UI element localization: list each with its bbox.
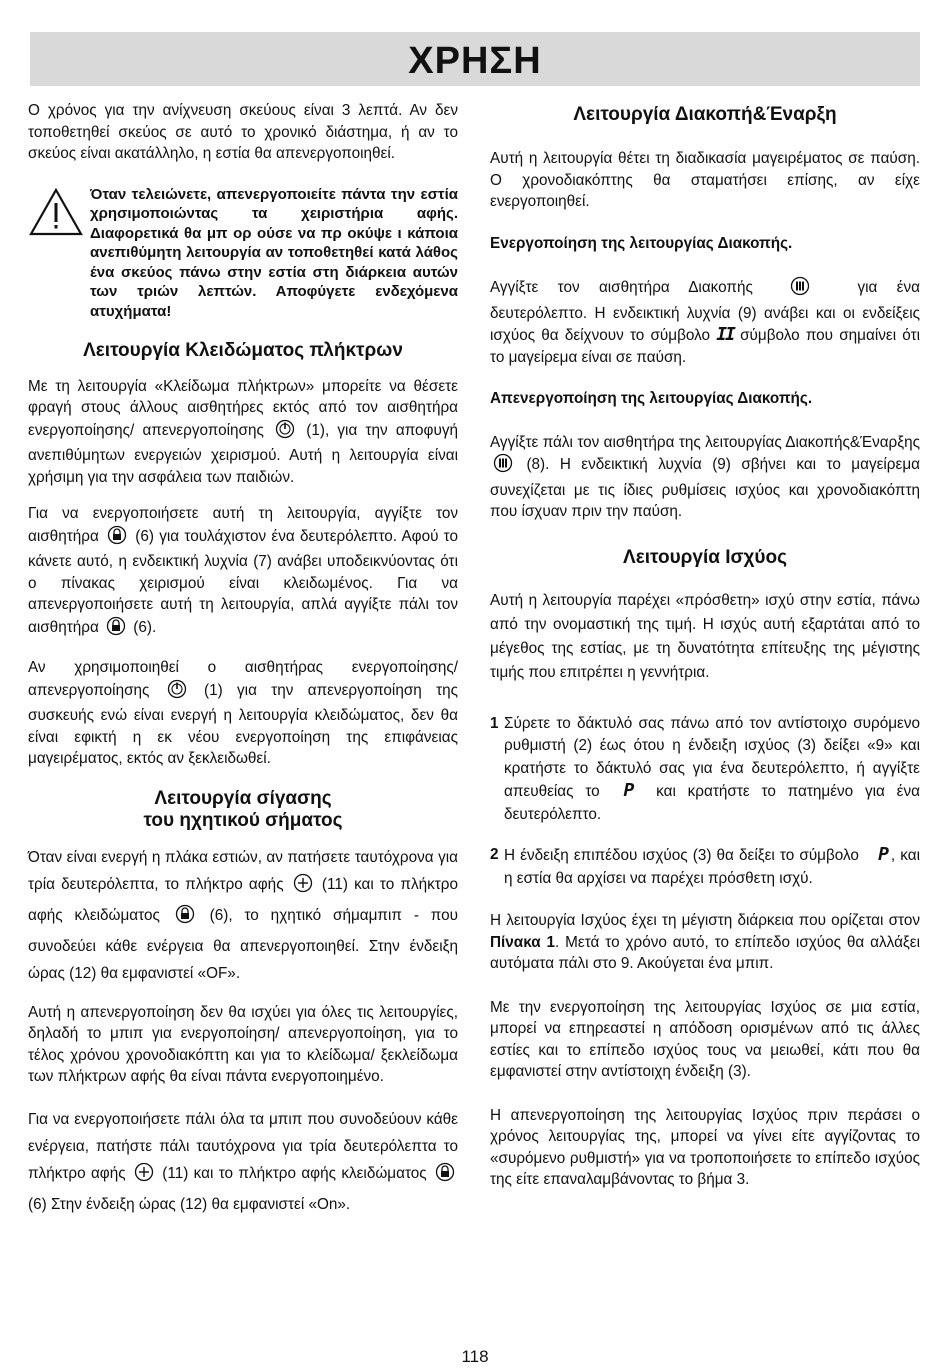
text: Όταν είναι ενεργή η πλάκα εστιών, αν πατήσετε ταυτόχρονα για τρία δευτερόλεπτα, το πλήκτρο αφής [28,848,458,893]
text: (1), για την αποφυγή ανεπιθύμητων ενεργειών χειρισμού. Αυτή η λειτουργία είναι χρήσιμη για την ασφάλεια των παιδιών. [28,421,458,486]
warning-block [28,185,458,322]
warning-triangle-icon [28,185,84,322]
text: (6). [133,618,157,636]
key-lock-paragraph-1 [28,376,458,489]
lock-icon [175,904,195,933]
left-column [28,100,458,1233]
text: Η ένδειξη επιπέδου ισχύος (3) θα δείξει το σύμβολο [504,847,859,864]
p-display-symbol: P [878,844,887,865]
warning-text: Όταν τελειώνετε, απενεργοποιείτε πάντα την εστία χρησιμοποιώντας τα χειριστήρια αφής. Διαφορετικά θα μπ ορ ούσε να πρ οκύψε ι κάποια ανεπιθύμητη λειτουργία αν τοποθετηθεί κατά λάθος ένα σκεύος πάνω στην εστία στη διάρκεια αυτών των τριών λεπτών. Αποφύγετε ενδεχόμενα ατυχήματα! [90,185,458,321]
text: και κρατήστε το πατημένο για ένα δευτερόλεπτο. [504,783,920,823]
key-lock-paragraph-2 [28,503,458,642]
p-display-symbol: P [623,780,633,801]
text: (8). Η ενδεικτική λυχνία (9) σβήνει και το μαγείρεμα συνεχίζεται με τις ίδιες ρυθμίσεις ισχύος και χρονοδιακόπτη που ίσχυαν πριν την παύση. [490,456,920,520]
step-1-text [504,713,920,827]
pause-heading: Λειτουργία Διακοπή&Έναρξη [573,104,837,125]
text: (11) και το πλήκτρο αφής κλειδώματος [28,875,459,924]
text: Αν χρησιμοποιηθεί ο αισθητήρας ενεργοποίησης/ απενεργοποίησης [28,659,458,699]
power-heading: Λειτουργία Ισχύος [623,546,787,568]
page-number: 118 [461,1347,489,1366]
text: Η λειτουργία Ισχύος έχει τη μέγιστη διάρκεια που ορίζεται στον [490,912,920,929]
text: . Μετά το χρόνο αυτό, το επίπεδο ισχύος θα αλλάξει αυτόματα πάλι στο 9. Ακούγεται ένα μπιπ. [490,933,920,972]
text: (6), το ηχητικό σήμαμπιπ - που συνοδεύει κάθε ενέργεια θα απενεργοποιηθεί. Στην ένδειξη ώρας (12) θα εμφανιστεί «OF». [28,906,459,982]
text: Αγγίξτε τον αισθητήρα Διακοπής [490,279,753,296]
text: Σύρετε το δάκτυλό σας πάνω από τον αντίστοιχο συρόμενο ρυθμιστή (2) έως ότου η ένδειξη ισχύος (3) δείξει «9» και κρατήστε το δάκτυλό σας για ένα δευτερόλεπτο, ή αγγίξτε απευθείας το [504,714,920,800]
step-1 [490,713,920,827]
power-paragraph-4: Η απενεργοποίηση της λειτουργίας Ισχύος πριν περάσει ο χρόνος λειτουργίας της, μπορεί να γίνει είτε αγγίζοντας το «συρόμενο ρυθμιστή» για να τροποποιήσετε το επίπεδο ισχύος της είτε επαναλαμβάνοντας το βήμα 3. [490,1106,920,1188]
power-icon [275,419,295,446]
text: Για να ενεργοποιήσετε πάλι όλα τα μπιπ που συνοδεύουν κάθε ενέργεια, πατήστε πάλι ταυτόχρονα για τρία δευτερόλεπτα το πλήκτρο αφής [28,1110,458,1182]
intro-paragraph: Ο χρόνος για την ανίχνευση σκεύους είναι 3 λεπτά. Αν δεν τοποθετηθεί σκεύος σε αυτό το χρονικό διάστημα, ή αν το σκεύος είναι ακατάλληλο, η εστία θα απενεργοποιηθεί. [28,102,458,162]
power-paragraph-3: Με την ενεργοποίηση της λειτουργίας Ισχύος σε μια εστία, μπορεί να επηρεαστεί η απόδοση ορισμένων από τις άλλες εστίες και το επίπεδο ισχύος τους να μειωθεί, κάτι που θα εμφανιστεί στην αντίστοιχη ένδειξη (3). [490,998,920,1080]
pause-icon [493,453,513,480]
pause-off-subheading: Απενεργοποίηση της λειτουργίας Διακοπής. [490,390,813,407]
step-2 [490,844,920,890]
text: (11) και το πλήκτρο αφής κλειδώματος [162,1164,427,1182]
text: (1) για την απενεργοποίηση της συσκευής ενώ είναι ενεργή η λειτουργία κλειδώματος, δεν θα είναι εφικτή η εκ νέου ενεργοποίηση της επιφάνειας μαγειρέματος, εκτός αν ξεκλειδωθεί. [28,681,459,768]
plus-icon [293,873,313,902]
mute-heading-line-2: του ηχητικού σήματος [143,809,343,831]
lock-icon [107,525,127,552]
title-bar [30,32,920,86]
text: (6) για τουλάχιστον ένα δευτερόλεπτο. Αφού το κάνετε αυτό, η ενδεικτική λυχνία (7) ανάβει υποδεικνύοντας ότι ο πίνακας χειρισμού είναι κλειδωμένος. Για να απενεργοποιήσετε αυτή τη λειτουργία, απλά αγγίξτε πάλι τον αισθητήρα [28,527,459,636]
text: (6) Στην ένδειξη ώρας (12) θα εμφανιστεί «On». [28,1195,351,1213]
pause-paragraph-3 [490,432,920,523]
key-lock-paragraph-3 [28,657,458,770]
power-paragraph-1: Αυτή η λειτουργία παρέχει «πρόσθετη» ισχύ στην εστία, πάνω από την ονομαστική της τιμή. Η ισχύς αυτή εξαρτάται από το μέγεθος της εστίας, με τη δυνατότητα επίτευξης της μέγιστης τιμής που επιτρέπει η γεννήτρια. [490,591,920,681]
lock-icon [435,1162,455,1191]
page-title: ΧΡΗΣΗ [408,40,542,82]
mute-heading [28,788,458,832]
text: για ένα δευτερόλεπτο. Η ενδεικτική λυχνία (9) ανάβει και οι ενδείξεις ισχύος θα δείχνουν το σύμβολο [490,279,920,344]
pause-paragraph-2 [490,276,920,368]
mute-paragraph-3 [28,1106,458,1218]
power-paragraph-2 [490,910,920,975]
text: Με τη λειτουργία «Κλείδωμα πλήκτρων» μπορείτε να θέσετε φραγή στους άλλους αισθητήρες εκτός από τον αισθητήρα ενεργοποίησης/ απενεργοποίησης [28,377,458,439]
power-icon [167,679,187,706]
text: Για να ενεργοποιήσετε αυτή τη λειτουργία, αγγίξτε τον αισθητήρα [28,505,458,545]
pause-paragraph-1: Αυτή η λειτουργία θέτει τη διαδικασία μαγειρέματος σε παύση. Ο χρονοδιακόπτης θα σταματήσει επίσης, αν είχε ενεργοποιηθεί. [490,150,920,210]
mute-paragraph-2: Αυτή η απενεργοποίηση δεν θα ισχύει για όλες τις λειτουργίες, δηλαδή το μπιπ για ενεργοποίηση/ απενεργοποίηση, για το τέλος χρόνου χρονοδιακόπτη και για το κλείδωμα/ ξεκλείδωμα των πλήκτρων αφής θα είναι πάντα ενεργοποιημένο. [28,1003,458,1086]
lock-icon [106,616,126,643]
right-column [490,100,920,1206]
plus-icon [134,1162,154,1191]
step-number: 1 [490,714,499,732]
text: , και η εστία θα αρχίσει να παρέχει πρόσθετη ισχύ. [504,847,920,887]
text: Αγγίξτε πάλι τον αισθητήρα της λειτουργίας Διακοπής&Έναρξης [490,433,920,451]
pause-icon [790,276,810,303]
table-reference: Πίνακα 1 [490,933,556,951]
pause-on-subheading: Ενεργοποίηση της λειτουργίας Διακοπής. [490,234,793,252]
mute-paragraph-1 [28,844,458,987]
mute-heading-line-1: Λειτουργία σίγασης [154,787,332,809]
pause-display-symbol: II [716,324,734,345]
text: σύμβολο που σημαίνει ότι το μαγείρεμα είναι σε παύση. [490,327,921,366]
key-lock-heading: Λειτουργία Κλειδώματος πλήκτρων [83,339,403,361]
step-number: 2 [490,846,499,863]
step-2-text [504,844,920,890]
